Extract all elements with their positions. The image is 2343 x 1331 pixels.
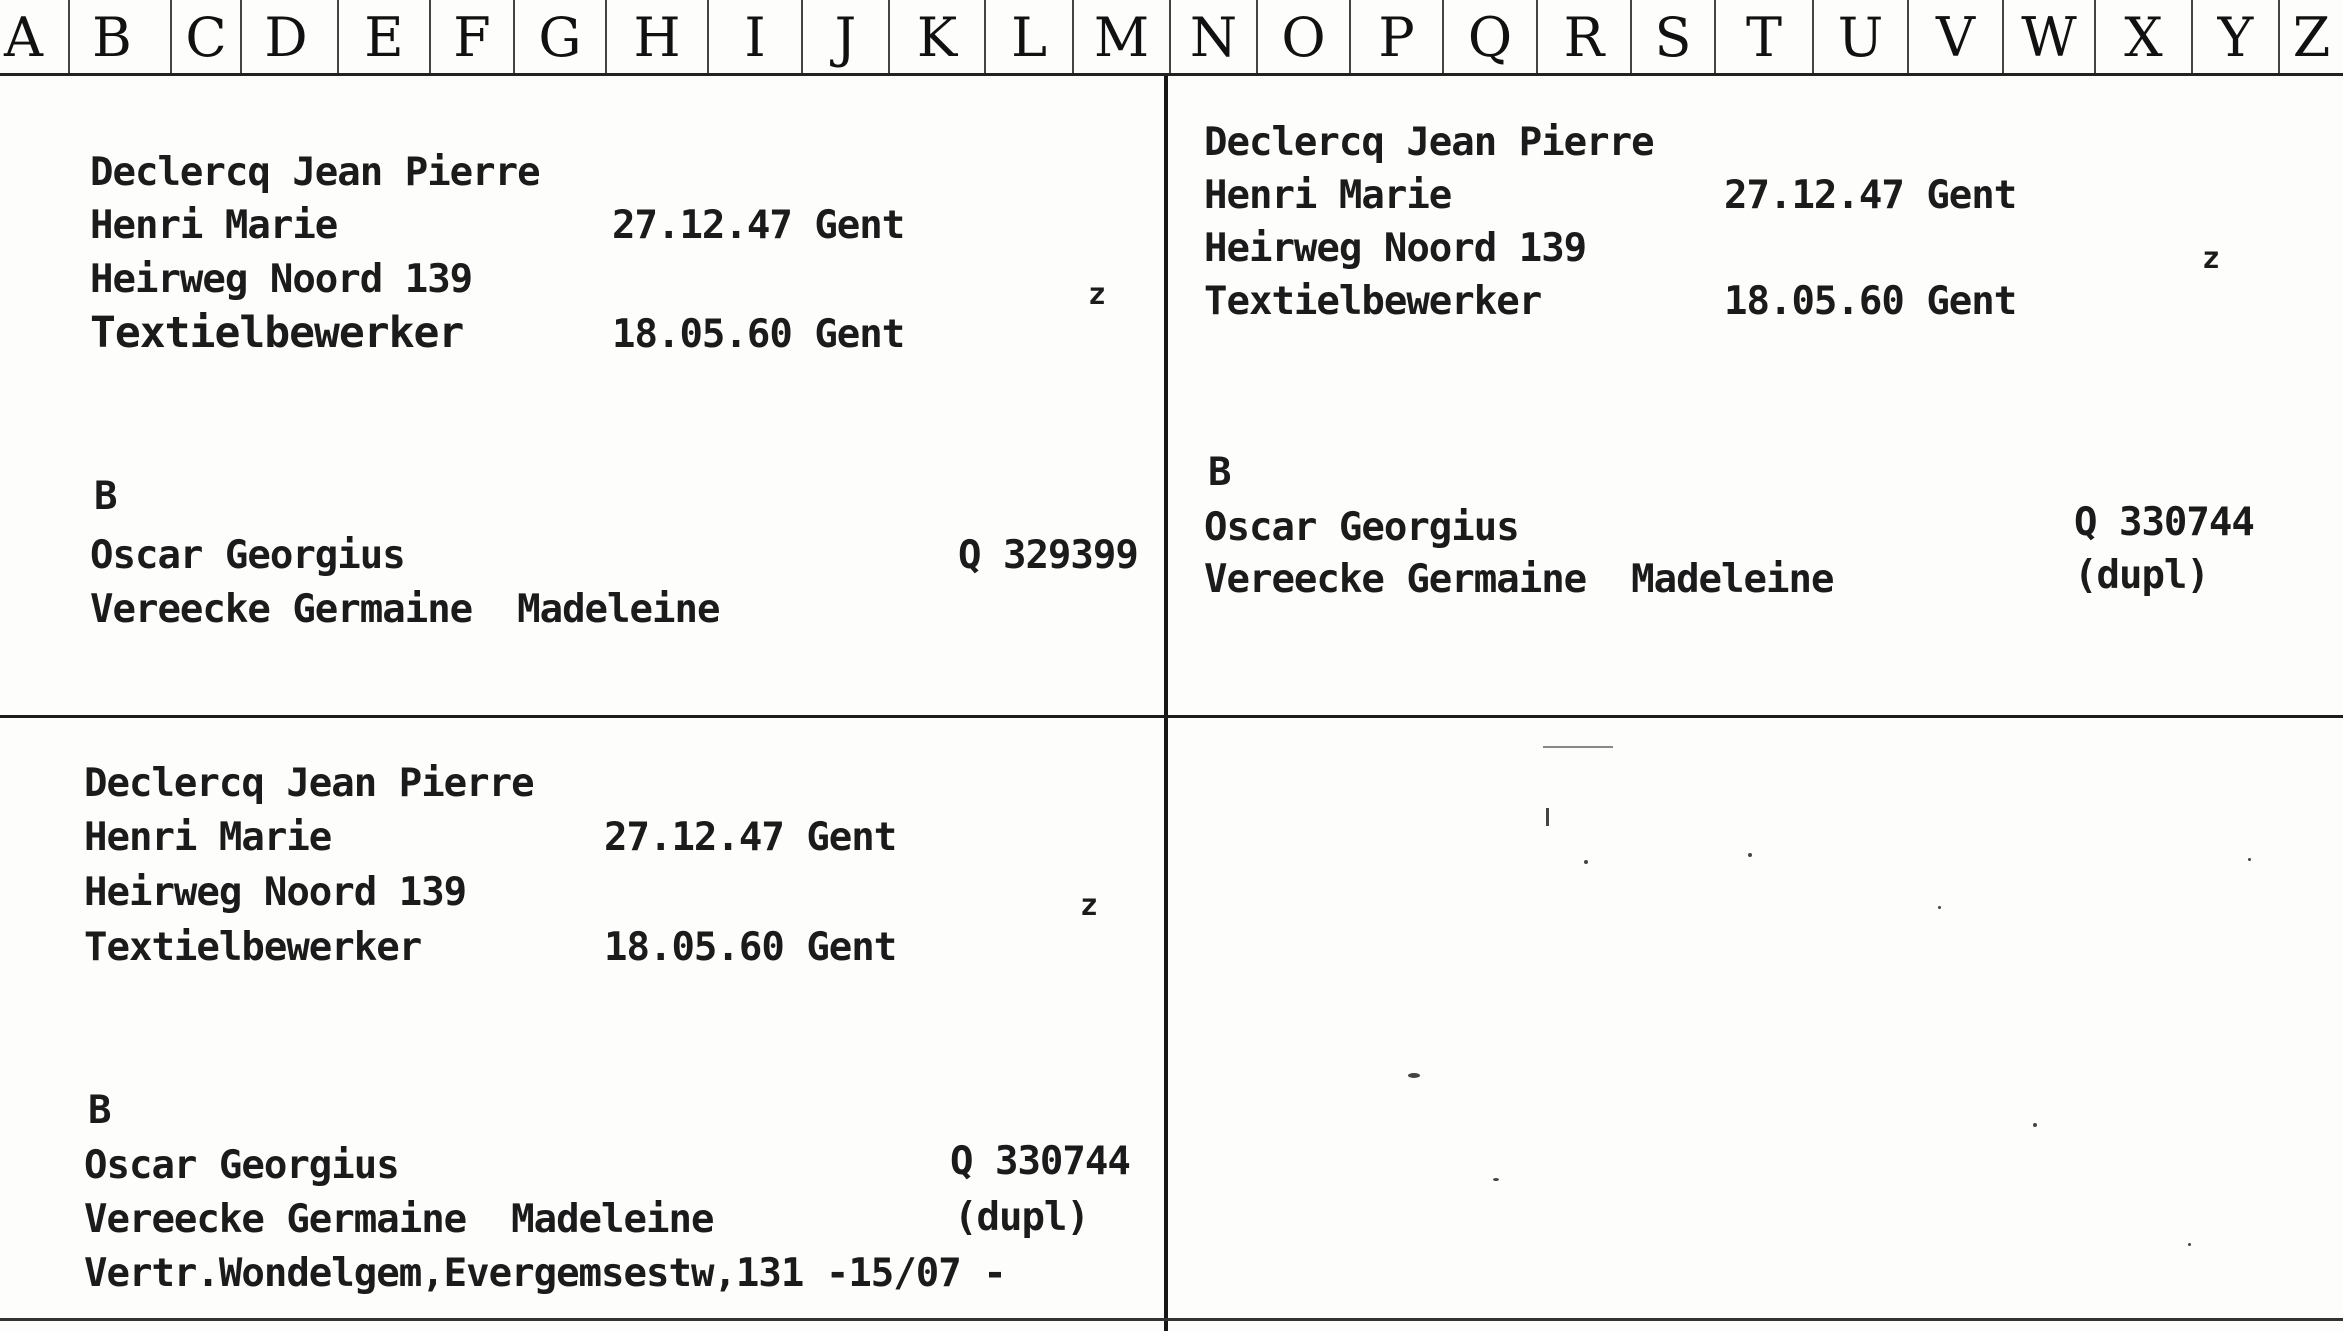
card-category: B [94,474,117,519]
card-departure: Vertr.Wondelgem,Evergemsestw,131 -15/07 - [84,1251,1006,1296]
index-letter-f: F [429,0,513,73]
index-letter-c: C [170,0,240,73]
card-birth: 27.12.47 Gent [604,815,897,860]
index-letter-o: O [1256,0,1349,73]
card-profession: Textielbewerker [84,925,422,970]
index-letter-i: I [707,0,801,73]
card-file-number: Q 330744 [2074,500,2254,545]
index-letter-d: D [240,0,330,73]
card-birth: 27.12.47 Gent [1724,173,2017,218]
record-card-bottom-left [0,718,1164,1318]
ink-speck [1493,1178,1499,1181]
index-letter-w: W [2002,0,2094,73]
card-category: B [88,1088,111,1133]
index-letter-r: R [1536,0,1630,73]
index-letter-x: X [2094,0,2191,73]
ink-speck [1938,906,1941,909]
ink-speck [1748,853,1752,857]
card-address: Heirweg Noord 139 [90,257,473,302]
card-mother: Vereecke Germaine Madeleine [1204,557,1834,602]
card-middle-names: Henri Marie [84,815,332,860]
card-father: Oscar Georgius [90,533,405,578]
index-letter-v: V [1907,0,2002,73]
index-letter-k: K [888,0,984,73]
index-letter-a: A [4,6,43,69]
index-letter-l: L [984,0,1072,73]
ink-speck [1546,808,1549,826]
index-letter-s: S [1630,0,1714,73]
ink-speck [2248,858,2251,861]
card-father: Oscar Georgius [1204,505,1519,550]
index-letter-n: N [1169,0,1256,73]
card-address: Heirweg Noord 139 [84,870,467,915]
alphabet-index-row [0,0,2343,76]
ink-speck [2188,1243,2191,1246]
card-middle-names: Henri Marie [90,203,338,248]
index-letter-e: E [337,0,429,73]
card-name: Declercq Jean Pierre [90,150,540,195]
card-code: z [1080,888,1098,923]
index-letter-m: M [1072,0,1169,73]
index-letter-p: P [1349,0,1442,73]
record-card-top-right [1168,76,2343,715]
card-file-number: Q 330744 [950,1139,1130,1184]
ink-speck [1408,1073,1420,1078]
card-mother: Vereecke Germaine Madeleine [84,1197,714,1242]
card-code: z [2202,241,2220,276]
ink-speck [1543,746,1613,748]
index-letter-j: J [801,0,888,73]
card-profession: Textielbewerker [90,308,464,358]
record-card-bottom-right-empty [1168,718,2343,1318]
card-mother: Vereecke Germaine Madeleine [90,587,720,632]
bottom-border [0,1318,2343,1321]
card-name: Declercq Jean Pierre [1204,120,1654,165]
card-duplicate-note: (dupl) [954,1195,1089,1240]
ink-speck [2033,1123,2037,1127]
index-letter-z: Z [2278,0,2343,73]
card-birth: 27.12.47 Gent [612,203,905,248]
card-registration: 18.05.60 Gent [1724,279,2017,324]
card-code: z [1088,277,1106,312]
card-duplicate-note: (dupl) [2074,553,2209,598]
index-letter-u: U [1812,0,1907,73]
card-address: Heirweg Noord 139 [1204,226,1587,271]
card-name: Declercq Jean Pierre [84,761,534,806]
index-letter-t: T [1714,0,1812,73]
record-card-top-left [0,76,1164,715]
index-letter-g: G [513,0,605,73]
card-father: Oscar Georgius [84,1143,399,1188]
ink-speck [1584,860,1588,864]
index-letter-b: B [68,0,154,73]
index-letter-q: Q [1442,0,1536,73]
card-registration: 18.05.60 Gent [604,925,897,970]
card-category: B [1208,450,1231,495]
card-profession: Textielbewerker [1204,279,1542,324]
card-registration: 18.05.60 Gent [612,312,905,357]
card-middle-names: Henri Marie [1204,173,1452,218]
index-letter-y: Y [2191,0,2278,73]
card-file-number: Q 329399 [958,533,1138,578]
index-letter-h: H [605,0,707,73]
